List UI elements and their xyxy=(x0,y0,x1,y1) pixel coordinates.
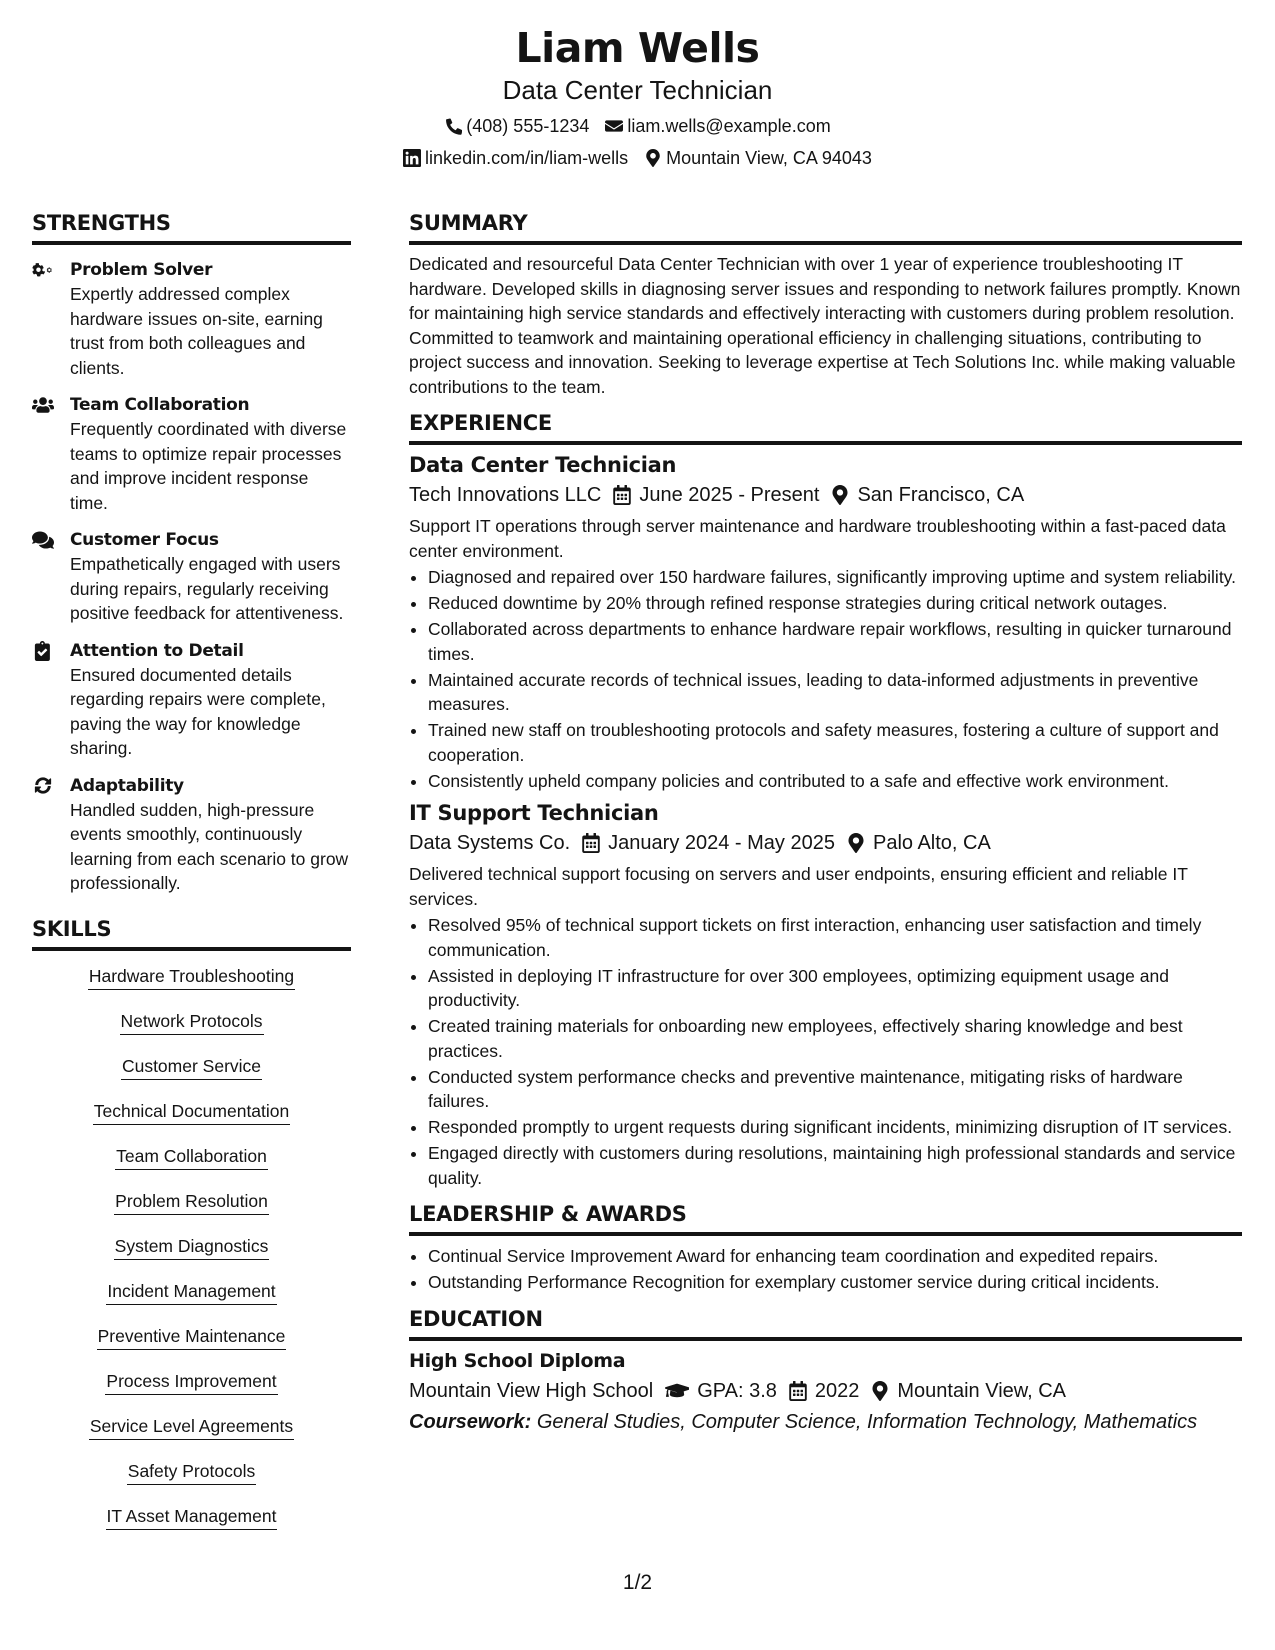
contact-line-1 xyxy=(0,114,1275,138)
job-meta xyxy=(409,827,1242,859)
email-contact[interactable] xyxy=(605,114,830,138)
bullet-item: • Assisted in deploying IT infrastructure for over 300 employees, optimizing equipment usage and productivity. xyxy=(428,964,1242,1013)
clipboard-check-icon xyxy=(32,641,54,661)
bullet-item: • Maintained accurate records of technical issues, leading to data-informed adjustments in preventive measures. xyxy=(428,668,1242,717)
bullet-item: • Diagnosed and repaired over 150 hardware failures, significantly improving uptime and system reliability. xyxy=(428,565,1242,590)
education-heading: EDUCATION xyxy=(409,1306,1242,1341)
strength-desc: Handled sudden, high-pressure events smoothly, continuously learning from each scenario to grow professionally. xyxy=(70,799,349,893)
skill-tag: Team Collaboration xyxy=(115,1144,268,1170)
award-item: • Outstanding Performance Recognition for exemplary customer service during critical incidents. xyxy=(428,1270,1242,1295)
job-location: San Francisco, CA xyxy=(857,484,1025,506)
skill-tag: Service Level Agreements xyxy=(89,1414,294,1440)
right-column xyxy=(409,210,1242,1437)
bullet-item: • Engaged directly with customers during resolutions, maintaining high professional standards and service quality. xyxy=(428,1141,1242,1190)
coursework-text: General Studies, Computer Science, Information Technology, Mathematics xyxy=(536,1410,1198,1433)
skill-tag: Process Improvement xyxy=(105,1369,277,1395)
map-marker-icon xyxy=(871,1381,889,1401)
job-meta xyxy=(409,479,1242,511)
education-meta xyxy=(409,1375,1242,1407)
summary-text: Dedicated and resourceful Data Center Technician with over 1 year of experience troubleshooting IT hardware. Developed skills in diagnosing server issues and responding to network failures promptly. Known for maintaining high service standards and effectively interacting with customers during problem resolution. Committed to teamwork and maintaining operational efficiency in challenging situations, contributing to project success and innovation. Seeking to leverage expertise at Tech Solutions Inc. while making valuable contributions to the team. xyxy=(409,254,1241,397)
strength-item xyxy=(32,528,351,626)
gpa: GPA: 3.8 xyxy=(697,1379,777,1402)
candidate-title: Data Center Technician xyxy=(502,75,773,105)
strength-item xyxy=(32,393,351,515)
job-location: Palo Alto, CA xyxy=(872,832,991,854)
calendar-icon xyxy=(789,1381,807,1401)
location-text: Mountain View, CA 94043 xyxy=(666,148,872,168)
experience-heading: EXPERIENCE xyxy=(409,410,1242,445)
strength-title: Adaptability xyxy=(70,775,184,796)
bullet-item: • Collaborated across departments to enhance hardware repair workflows, resulting in quicker turnaround times. xyxy=(428,617,1242,666)
strength-item xyxy=(32,774,351,896)
job-bullets xyxy=(409,565,1242,793)
sync-icon xyxy=(32,776,54,796)
skill-list xyxy=(32,964,351,1549)
job-company: Data Systems Co. xyxy=(409,832,571,854)
location-contact xyxy=(644,146,872,170)
skills-section xyxy=(32,916,351,1549)
strength-item xyxy=(32,639,351,761)
envelope-icon xyxy=(605,117,623,135)
strengths-heading: STRENGTHS xyxy=(32,210,351,245)
skill-tag: System Diagnostics xyxy=(114,1234,270,1260)
skill-tag: Preventive Maintenance xyxy=(97,1324,287,1350)
calendar-icon xyxy=(582,833,600,853)
linkedin-icon xyxy=(403,149,421,167)
linkedin-text[interactable]: linkedin.com/in/liam-wells xyxy=(425,148,629,168)
phone-contact xyxy=(444,114,589,138)
strength-title: Team Collaboration xyxy=(70,395,250,415)
map-marker-icon xyxy=(847,833,865,853)
phone-text: (408) 555-1234 xyxy=(466,116,590,136)
map-marker-icon xyxy=(831,485,849,505)
email-text[interactable]: liam.wells@example.com xyxy=(627,116,831,136)
skill-tag: Customer Service xyxy=(121,1054,262,1080)
skill-tag: Incident Management xyxy=(106,1279,276,1305)
phone-icon xyxy=(444,117,462,135)
strength-desc: Expertly addressed complex hardware issues on-site, earning trust from both colleagues and clients. xyxy=(70,284,323,378)
bullet-item: • Consistently upheld company policies and contributed to a safe and effective work environment. xyxy=(428,769,1242,794)
comments-icon xyxy=(32,530,54,550)
experience-section xyxy=(409,410,1242,1190)
awards-heading: LEADERSHIP & AWARDS xyxy=(409,1201,1242,1236)
strength-title: Customer Focus xyxy=(70,530,219,550)
coursework xyxy=(409,1407,1242,1437)
bullet-item: • Created training materials for onboarding new employees, effectively sharing knowledge and best practices. xyxy=(428,1014,1242,1063)
bullet-item: • Responded promptly to urgent requests during significant incidents, minimizing disruption of IT services. xyxy=(428,1115,1242,1140)
school-name: Mountain View High School xyxy=(409,1379,654,1402)
awards-list xyxy=(409,1244,1242,1295)
graduation-cap-icon xyxy=(665,1381,689,1401)
skill-tag: Technical Documentation xyxy=(93,1099,291,1125)
coursework-label: Coursework: xyxy=(409,1410,532,1433)
degree-title: High School Diploma xyxy=(409,1349,626,1372)
job-title: Data Center Technician xyxy=(409,453,677,477)
calendar-icon xyxy=(613,485,631,505)
job-entry xyxy=(409,799,1242,1190)
left-column xyxy=(32,210,351,1549)
bullet-item: • Resolved 95% of technical support tickets on first interaction, enhancing user satisfaction and timely communication. xyxy=(428,913,1242,962)
strength-desc: Empathetically engaged with users during repairs, regularly receiving positive feedback for attentiveness. xyxy=(70,554,344,623)
graduation-year: 2022 xyxy=(814,1379,860,1402)
strength-title: Problem Solver xyxy=(70,260,213,280)
resume-header xyxy=(0,0,1275,170)
job-dates: January 2024 - May 2025 xyxy=(608,832,835,854)
map-marker-icon xyxy=(644,149,662,167)
summary-heading: SUMMARY xyxy=(409,210,1242,245)
bullet-item: • Trained new staff on troubleshooting protocols and safety measures, fostering a culture of support and cooperation. xyxy=(428,718,1242,767)
education-section xyxy=(409,1306,1242,1437)
strength-desc: Ensured documented details regarding repairs were complete, paving the way for knowledge sharing. xyxy=(70,664,326,758)
page-number: 1/2 xyxy=(622,1571,653,1594)
strength-title: Attention to Detail xyxy=(70,640,244,661)
skill-tag: Problem Resolution xyxy=(114,1189,269,1215)
users-icon xyxy=(32,395,54,415)
school-location: Mountain View, CA xyxy=(897,1379,1067,1402)
awards-section xyxy=(409,1201,1242,1295)
job-description: Support IT operations through server maintenance and hardware troubleshooting within a fast-paced data center environment. xyxy=(409,516,1226,561)
skill-tag: Network Protocols xyxy=(120,1009,264,1035)
candidate-name: Liam Wells xyxy=(515,24,760,72)
bullet-item: • Conducted system performance checks and preventive maintenance, mitigating risks of hardware failures. xyxy=(428,1065,1242,1114)
skill-tag: Safety Protocols xyxy=(127,1459,256,1485)
skills-heading: SKILLS xyxy=(32,916,351,951)
strength-desc: Frequently coordinated with diverse teams to optimize repair processes and improve incident response time. xyxy=(70,419,347,513)
skill-tag: Hardware Troubleshooting xyxy=(88,964,295,990)
linkedin-contact[interactable] xyxy=(403,146,628,170)
job-description: Delivered technical support focusing on servers and user endpoints, ensuring efficient and reliable IT services. xyxy=(409,864,1188,909)
job-entry xyxy=(409,451,1242,793)
award-item: • Continual Service Improvement Award for enhancing team coordination and expedited repairs. xyxy=(428,1244,1242,1269)
skill-tag: IT Asset Management xyxy=(106,1504,278,1530)
strength-item xyxy=(32,258,351,380)
bullet-item: • Reduced downtime by 20% through refined response strategies during critical network outages. xyxy=(428,591,1242,616)
gears-icon xyxy=(32,260,54,280)
job-dates: June 2025 - Present xyxy=(639,484,820,506)
job-bullets xyxy=(409,913,1242,1190)
contact-line-2 xyxy=(0,146,1275,170)
job-title: IT Support Technician xyxy=(409,801,659,825)
job-company: Tech Innovations LLC xyxy=(409,484,602,506)
